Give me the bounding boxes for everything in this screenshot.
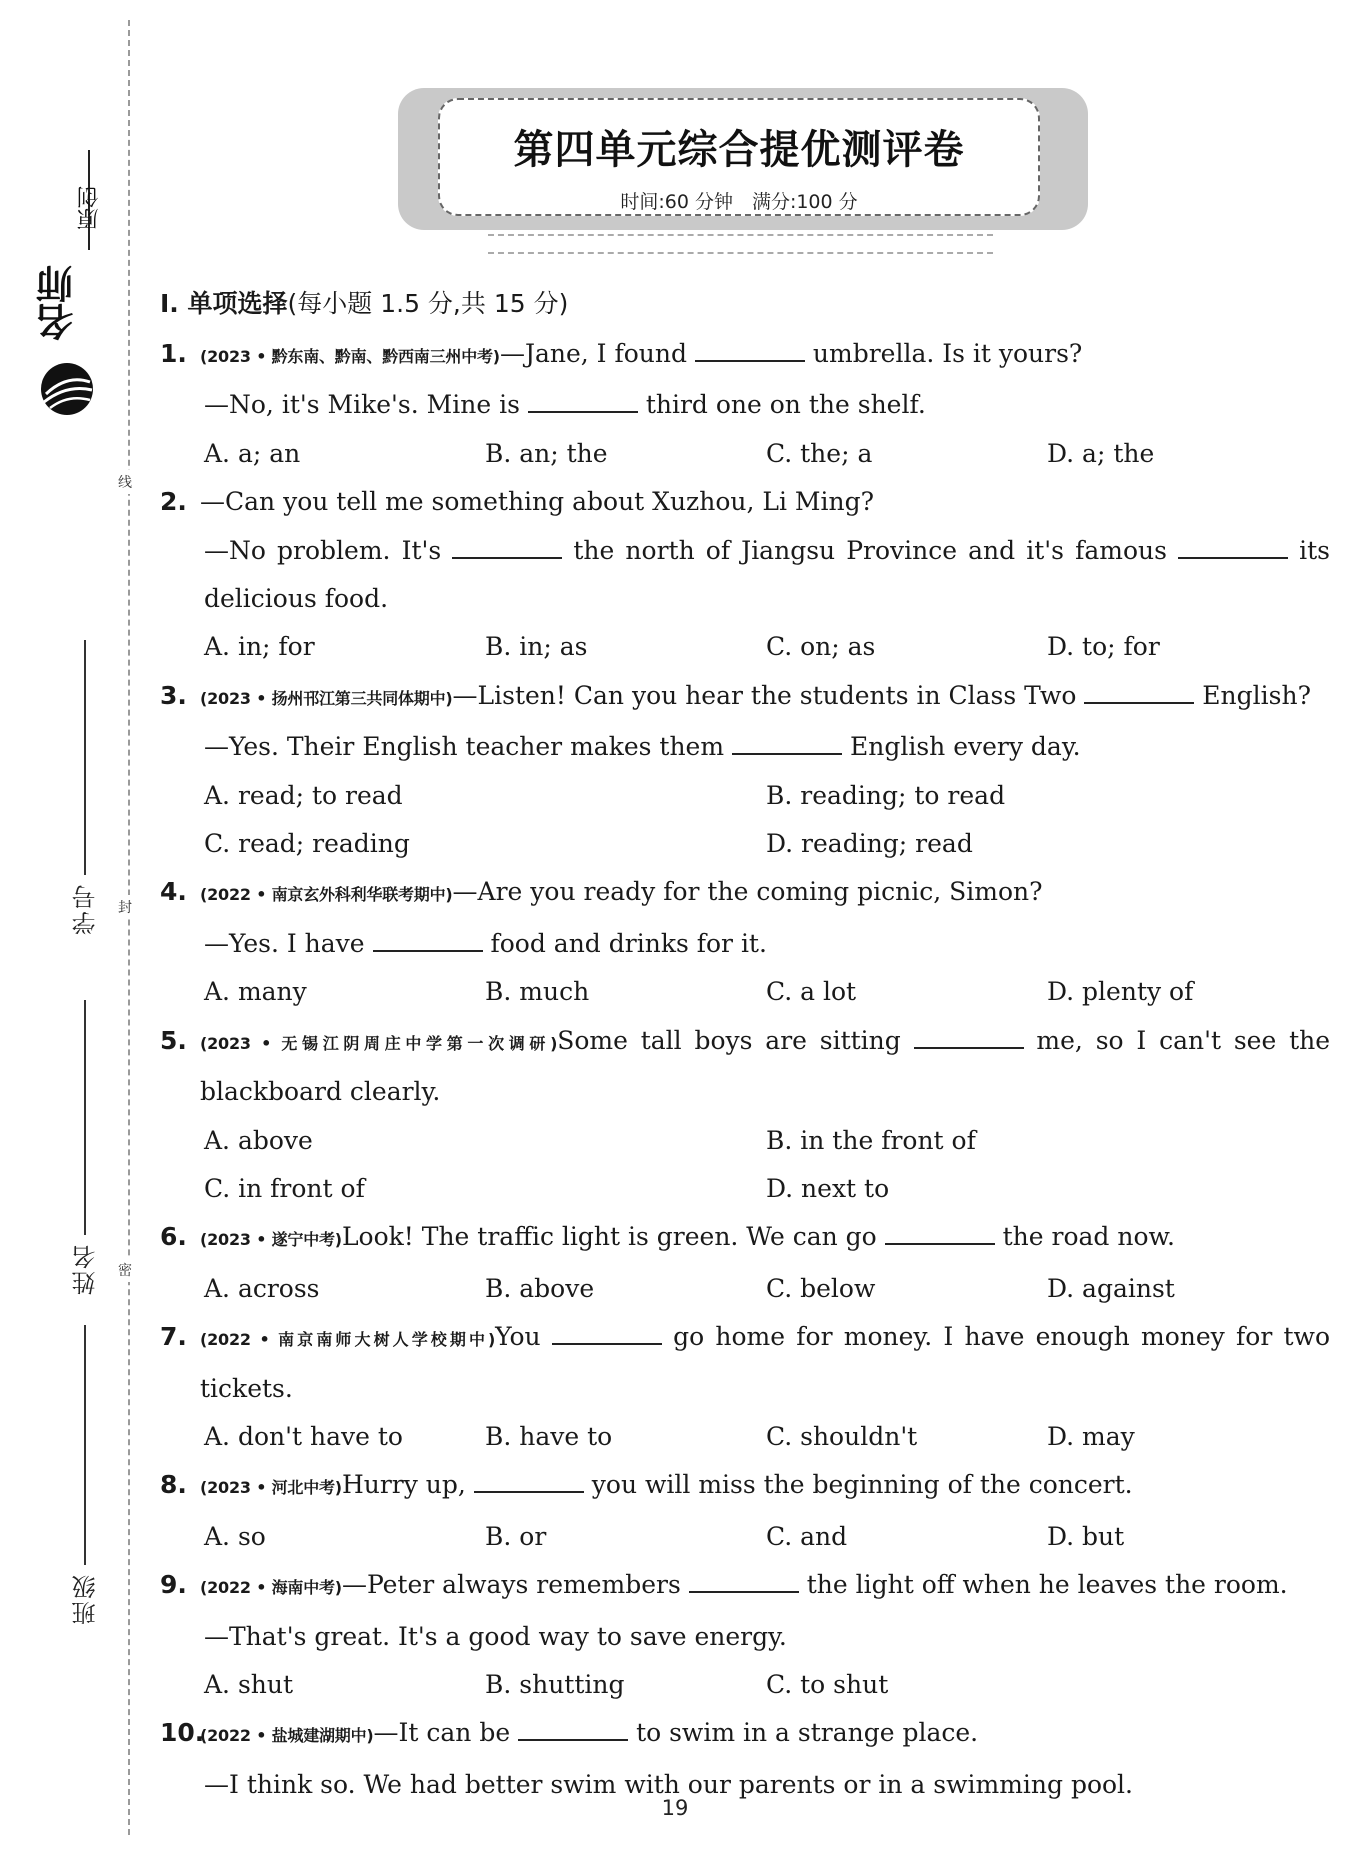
question-8 xyxy=(160,1461,1330,1561)
question-stem-line xyxy=(160,868,1330,919)
stem-text: the road now. xyxy=(1002,1222,1175,1252)
stem-text: —Peter always remembers xyxy=(341,1570,689,1600)
stem-text: the north of Jiangsu Province and it's famous xyxy=(573,535,1179,565)
question-stem xyxy=(200,478,1330,526)
question-source: (2022 • 海南中考) xyxy=(200,1578,342,1598)
student-id-label: 学号 xyxy=(71,883,100,935)
question-stem xyxy=(200,672,1330,723)
stem-text: Hurry up, xyxy=(341,1470,474,1500)
answer-blank[interactable] xyxy=(552,1342,662,1345)
stem-text: third one on the shelf. xyxy=(645,390,926,420)
options-row xyxy=(160,623,1330,671)
question-number: 9. xyxy=(160,1570,187,1600)
options-row xyxy=(160,430,1330,478)
question-source: (2023 • 河北中考) xyxy=(200,1478,342,1498)
question-6 xyxy=(160,1213,1330,1313)
question-stem-line xyxy=(160,672,1330,723)
student-id-line xyxy=(84,640,86,875)
question-2 xyxy=(160,478,1330,672)
answer-blank[interactable] xyxy=(474,1490,584,1493)
option-a[interactable]: A. many xyxy=(204,977,307,1007)
brand-subtitle: 原创 xyxy=(77,186,102,230)
question-stem-line xyxy=(160,478,1330,526)
option-c[interactable]: C. on; as xyxy=(766,632,876,662)
binding-mark-line: 线 xyxy=(118,470,132,494)
option-d[interactable]: D. but xyxy=(1047,1521,1125,1551)
option-a[interactable]: A. so xyxy=(204,1521,266,1551)
option-c[interactable]: C. in front of xyxy=(204,1173,365,1203)
stem-text: English every day. xyxy=(849,732,1081,762)
section-heading xyxy=(160,284,1330,320)
student-name-label: 姓名 xyxy=(71,1243,100,1295)
answer-blank[interactable] xyxy=(1178,556,1288,559)
question-reply xyxy=(160,920,1330,968)
question-stem xyxy=(200,330,1330,381)
student-id-field xyxy=(60,640,110,935)
question-reply xyxy=(160,1613,1330,1661)
stem-text: the light off when he leaves the room. xyxy=(806,1570,1288,1600)
option-d[interactable]: D. may xyxy=(1047,1421,1135,1451)
option-b[interactable]: B. or xyxy=(485,1521,547,1551)
stem-text: Some tall boys are sitting xyxy=(557,1025,914,1055)
option-d[interactable]: D. reading; read xyxy=(766,829,973,859)
answer-blank[interactable] xyxy=(1084,701,1194,704)
question-stem-line xyxy=(160,330,1330,381)
options-row xyxy=(160,1661,1330,1709)
option-c[interactable]: C. the; a xyxy=(766,438,873,468)
option-c[interactable]: C. read; reading xyxy=(204,829,410,859)
question-10 xyxy=(160,1709,1330,1809)
question-number: 1. xyxy=(160,339,187,368)
option-c[interactable]: C. a lot xyxy=(766,977,857,1007)
stem-text: English? xyxy=(1202,680,1311,710)
question-source: (2022 • 南京玄外科利华联考期中) xyxy=(200,885,453,905)
question-number: 4. xyxy=(160,877,187,907)
question-stem xyxy=(200,1461,1330,1512)
question-number: 8. xyxy=(160,1470,187,1500)
question-7 xyxy=(160,1313,1330,1461)
answer-blank[interactable] xyxy=(885,1242,995,1245)
question-stem-line xyxy=(160,1561,1330,1612)
stem-text: you will miss the beginning of the concert. xyxy=(591,1470,1133,1500)
question-3 xyxy=(160,672,1330,869)
question-4 xyxy=(160,868,1330,1016)
option-c[interactable]: C. shouldn't xyxy=(766,1421,918,1451)
page-subtitle: 时间:60 分钟 满分:100 分 xyxy=(620,191,858,213)
section-note: (每小题 1.5 分,共 15 分) xyxy=(287,289,569,318)
stem-text: —It can be xyxy=(373,1718,519,1748)
option-b[interactable]: B. reading; to read xyxy=(766,780,1006,810)
binding-dashed-line xyxy=(128,20,130,1835)
class-field xyxy=(60,1325,110,1625)
answer-blank[interactable] xyxy=(914,1046,1024,1049)
option-b[interactable]: B. shutting xyxy=(485,1669,625,1699)
options-row xyxy=(160,1165,1330,1213)
question-number: 7. xyxy=(160,1322,187,1352)
options-row xyxy=(160,968,1330,1016)
option-c[interactable]: C. below xyxy=(766,1273,876,1303)
options-row xyxy=(160,1117,1330,1165)
stem-text: food and drinks for it. xyxy=(490,928,767,958)
question-reply xyxy=(160,381,1330,429)
question-stem xyxy=(200,1313,1330,1413)
option-d[interactable]: D. against xyxy=(1047,1273,1175,1303)
question-stem xyxy=(200,1561,1330,1612)
question-5 xyxy=(160,1017,1330,1214)
option-a[interactable]: A. shut xyxy=(204,1669,294,1699)
stem-text: You xyxy=(495,1322,552,1352)
question-number: 10. xyxy=(160,1718,205,1748)
option-a[interactable]: A. read; to read xyxy=(204,780,403,810)
questions-section xyxy=(160,284,1330,1809)
question-stem xyxy=(200,868,1330,919)
option-a[interactable]: A. don't have to xyxy=(204,1421,403,1451)
option-b[interactable]: B. in; as xyxy=(485,632,588,662)
option-b[interactable]: B. have to xyxy=(485,1421,613,1451)
stem-text: —No problem. It's xyxy=(204,535,453,565)
option-a[interactable]: A. a; an xyxy=(204,438,301,468)
question-reply xyxy=(160,723,1330,771)
banner-decoration xyxy=(488,234,993,254)
answer-blank[interactable] xyxy=(695,359,805,362)
section-title: Ⅰ. 单项选择 xyxy=(160,289,288,318)
binding-mark-secret: 密 xyxy=(118,1258,132,1282)
student-name-line xyxy=(84,1000,86,1235)
option-d[interactable]: D. next to xyxy=(766,1173,890,1203)
question-number: 3. xyxy=(160,680,187,710)
stem-text: —I think so. We had better swim with our parents or in a swimming pool. xyxy=(204,1769,1134,1799)
question-list xyxy=(160,330,1330,1809)
stem-text: —That's great. It's a good way to save energy. xyxy=(204,1621,787,1651)
question-number: 5. xyxy=(160,1025,187,1055)
answer-blank[interactable] xyxy=(528,410,638,413)
question-stem xyxy=(200,1017,1330,1117)
stem-text: its delicious food. xyxy=(204,535,1331,614)
question-9 xyxy=(160,1561,1330,1709)
question-1 xyxy=(160,330,1330,478)
option-b[interactable]: B. above xyxy=(485,1273,595,1303)
options-row xyxy=(160,772,1330,820)
question-stem-line xyxy=(160,1313,1330,1413)
question-reply xyxy=(160,527,1330,624)
question-source: (2023 • 遂宁中考) xyxy=(200,1230,342,1250)
option-a[interactable]: A. above xyxy=(204,1125,313,1155)
question-stem-line xyxy=(160,1213,1330,1264)
stem-text: Look! The traffic light is green. We can go xyxy=(341,1222,885,1252)
stem-text: —No, it's Mike's. Mine is xyxy=(204,390,528,420)
question-stem-line xyxy=(160,1017,1330,1117)
binding-mark-seal: 封 xyxy=(118,895,132,919)
question-stem xyxy=(200,1213,1330,1264)
option-c[interactable]: C. to shut xyxy=(766,1669,889,1699)
question-source: (2022 • 南京南师大树人学校期中) xyxy=(200,1330,496,1350)
question-number: 6. xyxy=(160,1222,187,1252)
option-d[interactable]: D. a; the xyxy=(1047,438,1155,468)
answer-blank[interactable] xyxy=(518,1738,628,1741)
stem-text: —Yes. I have xyxy=(204,928,373,958)
question-number: 2. xyxy=(160,487,187,517)
options-row xyxy=(160,1265,1330,1313)
stem-text: to swim in a strange place. xyxy=(636,1718,979,1748)
question-source: (2023 • 黔东南、黔南、黔西南三州中考) xyxy=(200,347,500,366)
stem-text: —Can you tell me something about Xuzhou, Li Ming? xyxy=(200,487,875,517)
answer-blank[interactable] xyxy=(373,949,483,952)
student-name-field xyxy=(60,1000,110,1295)
stem-text: —Listen! Can you hear the students in Class Two xyxy=(452,680,1085,710)
page-number: 19 xyxy=(661,1796,689,1820)
answer-blank[interactable] xyxy=(452,556,562,559)
option-b[interactable]: B. an; the xyxy=(485,438,608,468)
brand-globe-icon xyxy=(38,360,96,418)
class-label: 班级 xyxy=(71,1573,100,1625)
title-banner-inner xyxy=(438,98,1040,216)
question-source: (2022 • 盐城建湖期中) xyxy=(200,1726,374,1746)
stem-text: —Are you ready for the coming picnic, Simon? xyxy=(452,877,1043,907)
option-c[interactable]: C. and xyxy=(766,1521,848,1551)
question-stem-line xyxy=(160,1461,1330,1512)
stem-text: umbrella. Is it yours? xyxy=(812,339,1083,368)
option-d[interactable]: D. plenty of xyxy=(1047,977,1194,1007)
stem-text: —Jane, I found xyxy=(499,339,695,368)
title-banner xyxy=(398,88,1088,230)
options-row xyxy=(160,820,1330,868)
answer-blank[interactable] xyxy=(732,752,842,755)
option-b[interactable]: B. in the front of xyxy=(766,1125,976,1155)
class-line xyxy=(84,1325,86,1565)
brand-name: 名师 xyxy=(35,265,80,341)
stem-text: —Yes. Their English teacher makes them xyxy=(204,732,733,762)
answer-blank[interactable] xyxy=(689,1590,799,1593)
option-d[interactable]: D. to; for xyxy=(1047,632,1160,662)
question-source: (2023 • 无锡江阴周庄中学第一次调研) xyxy=(200,1033,558,1053)
page-title: 第四单元综合提优测评卷 xyxy=(513,127,965,173)
question-stem-line xyxy=(160,1709,1330,1760)
options-row xyxy=(160,1513,1330,1561)
stem-text: go home for money. I have enough money for two tickets. xyxy=(200,1322,1330,1403)
option-b[interactable]: B. much xyxy=(485,977,590,1007)
option-a[interactable]: A. across xyxy=(204,1273,320,1303)
option-a[interactable]: A. in; for xyxy=(204,632,315,662)
question-source: (2023 • 扬州邗江第三共同体期中) xyxy=(200,688,453,708)
options-row xyxy=(160,1413,1330,1461)
stem-text: me, so I can't see the blackboard clearly. xyxy=(200,1025,1331,1107)
question-stem xyxy=(200,1709,1330,1760)
